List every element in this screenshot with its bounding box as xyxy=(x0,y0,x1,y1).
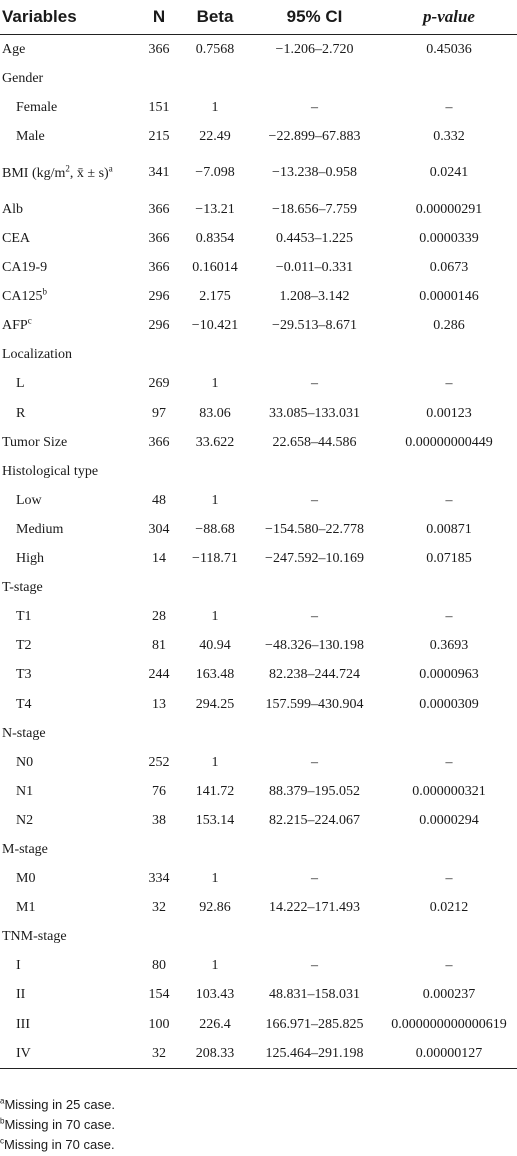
footnote-mark: a xyxy=(0,1096,5,1106)
cell-beta: 141.72 xyxy=(195,783,235,799)
table-row xyxy=(0,865,517,894)
cell-beta: 22.49 xyxy=(199,128,231,144)
cell-ci: −18.656–7.759 xyxy=(272,201,357,217)
cell-pvalue: – xyxy=(445,609,453,625)
cell-beta: −13.21 xyxy=(195,201,235,217)
cell-beta: 103.43 xyxy=(195,987,235,1003)
cell-ci xyxy=(248,341,381,370)
cell-beta: 0.16014 xyxy=(192,260,238,276)
cell-ci: 157.599–430.904 xyxy=(265,696,364,712)
cell-beta xyxy=(182,457,248,486)
cell-variable: Medium xyxy=(16,521,64,537)
cell-beta: 0.7568 xyxy=(195,41,235,57)
cell-ci xyxy=(248,574,381,603)
table-row xyxy=(0,224,517,253)
table-row xyxy=(0,312,517,341)
cell-variable: TNM-stage xyxy=(2,929,67,945)
cell-variable: N0 xyxy=(16,754,34,770)
cell-ci: 166.971–285.825 xyxy=(265,1016,364,1032)
cell-pvalue: 0.0000146 xyxy=(419,289,479,305)
bmi-label: BMI (kg/m xyxy=(2,165,66,181)
cell-variable: II xyxy=(16,987,26,1003)
cell-n: 334 xyxy=(148,871,170,887)
variable-label: AFP xyxy=(2,318,28,334)
cell-pvalue: – xyxy=(445,376,453,392)
cell-pvalue: 0.45036 xyxy=(426,41,472,57)
cell-n xyxy=(136,574,182,603)
cell-beta xyxy=(182,719,248,748)
cell-pvalue: 0.00871 xyxy=(426,521,472,537)
cell-variable: Age xyxy=(2,41,26,57)
table-row xyxy=(0,777,517,806)
cell-n xyxy=(136,923,182,952)
footnote xyxy=(0,1115,115,1135)
header-n: N xyxy=(136,0,182,35)
cell-variable xyxy=(0,283,136,312)
cell-pvalue: 0.07185 xyxy=(426,551,472,567)
cell-beta: −88.68 xyxy=(195,521,235,537)
cell-beta: 1 xyxy=(211,958,219,974)
cell-beta: 92.86 xyxy=(199,900,231,916)
cell-n: 296 xyxy=(148,318,170,334)
cell-ci: – xyxy=(311,754,318,770)
cell-pvalue: – xyxy=(445,99,453,115)
cell-variable: CEA xyxy=(2,231,30,247)
cell-n: 48 xyxy=(152,492,166,508)
table-row xyxy=(0,545,517,574)
cell-variable: T2 xyxy=(16,638,32,654)
cell-n: 13 xyxy=(152,696,166,712)
cell-n: 154 xyxy=(148,987,170,1003)
cell-beta: 153.14 xyxy=(195,812,235,828)
cell-variable: T-stage xyxy=(2,580,43,596)
footnote-text: Missing in 70 case. xyxy=(4,1117,116,1132)
cell-ci xyxy=(248,457,381,486)
cell-beta: 2.175 xyxy=(199,289,231,305)
header-variables: Variables xyxy=(0,0,136,35)
cell-n: 151 xyxy=(148,99,170,115)
cell-variable: T1 xyxy=(16,609,32,625)
table-row xyxy=(0,341,517,370)
table-row xyxy=(0,748,517,777)
cell-pvalue: 0.0000309 xyxy=(419,696,479,712)
cell-n: 366 xyxy=(148,201,170,217)
cell-ci: 22.658–44.586 xyxy=(272,434,357,450)
cell-variable: R xyxy=(16,405,26,421)
cell-ci: −0.011–0.331 xyxy=(275,260,354,276)
cell-n: 28 xyxy=(152,609,166,625)
cell-ci: – xyxy=(311,958,318,974)
cell-pvalue: 0.000000000000619 xyxy=(391,1016,507,1032)
cell-pvalue xyxy=(381,457,517,486)
cell-pvalue: – xyxy=(445,958,453,974)
cell-ci: – xyxy=(311,609,318,625)
table-row xyxy=(0,835,517,864)
cell-pvalue: 0.0000963 xyxy=(419,667,479,683)
bmi-exponent: 2 xyxy=(65,163,70,174)
bmi-label-tail: , x̄ ± s) xyxy=(69,165,109,181)
cell-variable: T3 xyxy=(16,667,32,683)
cell-beta: 1 xyxy=(211,99,219,115)
table-row xyxy=(0,632,517,661)
cell-pvalue xyxy=(381,64,517,93)
cell-ci: 1.208–3.142 xyxy=(279,289,350,305)
cell-beta: 1 xyxy=(211,754,219,770)
cell-variable: Alb xyxy=(2,201,23,217)
cell-ci: – xyxy=(311,99,318,115)
footnote-mark: c xyxy=(0,1136,4,1146)
cell-ci xyxy=(248,835,381,864)
cell-ci: 33.085–133.031 xyxy=(269,405,360,421)
cell-variable xyxy=(0,151,136,195)
cell-ci xyxy=(248,923,381,952)
cell-beta xyxy=(182,835,248,864)
header-pvalue: p-value xyxy=(381,0,517,35)
table-header xyxy=(0,0,517,35)
cell-pvalue: 0.0000339 xyxy=(419,231,479,247)
cell-beta: −10.421 xyxy=(191,318,239,334)
table-row xyxy=(0,35,517,65)
cell-n: 244 xyxy=(148,667,170,683)
cell-n xyxy=(136,457,182,486)
cell-variable: Male xyxy=(16,128,45,144)
footnote-mark: a xyxy=(108,163,113,174)
cell-n xyxy=(136,341,182,370)
footnote xyxy=(0,1135,115,1155)
table-row xyxy=(0,603,517,632)
cell-beta: 83.06 xyxy=(199,405,231,421)
cell-variable: Low xyxy=(16,492,42,508)
cell-ci: 48.831–158.031 xyxy=(269,987,360,1003)
cell-n xyxy=(136,835,182,864)
cell-ci: −22.899–67.883 xyxy=(268,128,361,144)
cell-beta xyxy=(182,341,248,370)
footnote-mark: b xyxy=(0,1116,5,1126)
cell-n: 269 xyxy=(148,376,170,392)
table-row xyxy=(0,923,517,952)
cell-variable: T4 xyxy=(16,696,32,712)
variable-label: CA125 xyxy=(2,289,43,305)
cell-variable: L xyxy=(16,376,25,392)
footnote-text: Missing in 25 case. xyxy=(4,1097,116,1112)
table-row xyxy=(0,981,517,1010)
footnote-mark: b xyxy=(42,286,47,297)
cell-pvalue xyxy=(381,835,517,864)
cell-n: 366 xyxy=(148,434,170,450)
cell-beta xyxy=(182,574,248,603)
cell-pvalue xyxy=(381,341,517,370)
cell-n: 304 xyxy=(148,521,170,537)
cell-variable: N1 xyxy=(16,783,34,799)
cell-n: 76 xyxy=(152,783,166,799)
table-row xyxy=(0,661,517,690)
footnote xyxy=(0,1095,115,1115)
footnotes xyxy=(0,1095,115,1155)
cell-pvalue: 0.0241 xyxy=(429,165,469,181)
table-row xyxy=(0,428,517,457)
table-row xyxy=(0,283,517,312)
cell-n: 100 xyxy=(148,1016,170,1032)
cell-ci: – xyxy=(311,871,318,887)
cell-variable: III xyxy=(16,1016,30,1032)
cell-beta: −118.71 xyxy=(192,551,238,567)
footnote-text: Missing in 70 case. xyxy=(4,1137,115,1152)
cell-n: 296 xyxy=(148,289,170,305)
cell-beta: 1 xyxy=(211,871,219,887)
cell-variable: CA19-9 xyxy=(2,260,48,276)
cell-variable: Female xyxy=(16,99,58,115)
table-row xyxy=(0,254,517,283)
cell-pvalue xyxy=(381,719,517,748)
cell-n: 80 xyxy=(152,958,166,974)
cell-pvalue: – xyxy=(445,492,453,508)
table-row xyxy=(0,399,517,428)
cell-ci xyxy=(248,64,381,93)
table-row xyxy=(0,515,517,544)
cell-pvalue: 0.00123 xyxy=(426,405,472,421)
cell-beta: 1 xyxy=(211,376,219,392)
cell-pvalue: 0.0212 xyxy=(429,900,469,916)
cell-beta: 163.48 xyxy=(195,667,235,683)
table-row xyxy=(0,486,517,515)
table-row xyxy=(0,719,517,748)
table-row xyxy=(0,690,517,719)
table-row xyxy=(0,1010,517,1039)
cell-variable: N2 xyxy=(16,812,34,828)
table-row xyxy=(0,195,517,224)
cell-n: 366 xyxy=(148,231,170,247)
table-row xyxy=(0,894,517,923)
cell-n: 366 xyxy=(148,260,170,276)
cell-pvalue: – xyxy=(445,871,453,887)
table-row xyxy=(0,457,517,486)
cell-ci: 82.215–224.067 xyxy=(269,812,360,828)
table-row xyxy=(0,1039,517,1069)
cell-variable: Tumor Size xyxy=(2,434,68,450)
cell-pvalue xyxy=(381,923,517,952)
cell-beta: −7.098 xyxy=(195,165,235,181)
cell-beta: 1 xyxy=(211,492,219,508)
cell-beta: 40.94 xyxy=(199,638,231,654)
cell-ci: 125.464–291.198 xyxy=(248,1039,381,1069)
cell-n: 38 xyxy=(152,812,166,828)
cell-n xyxy=(136,64,182,93)
cell-ci: 14.222–171.493 xyxy=(269,900,360,916)
table-row xyxy=(0,806,517,835)
cell-variable: IV xyxy=(0,1039,136,1069)
cell-n: 14 xyxy=(152,551,166,567)
cell-n: 215 xyxy=(148,128,170,144)
cell-pvalue: 0.3693 xyxy=(429,638,469,654)
cell-n: 97 xyxy=(152,405,166,421)
cell-ci: −1.206–2.720 xyxy=(275,41,354,57)
cell-ci: – xyxy=(311,492,318,508)
cell-variable xyxy=(0,312,136,341)
cell-pvalue: 0.0673 xyxy=(429,260,469,276)
cell-pvalue xyxy=(381,574,517,603)
cell-n xyxy=(136,719,182,748)
cell-ci: −13.238–0.958 xyxy=(272,165,357,181)
cell-beta: 33.622 xyxy=(195,434,235,450)
cell-ci: −48.326–130.198 xyxy=(265,638,364,654)
cell-n: 252 xyxy=(148,754,170,770)
cell-variable: Histological type xyxy=(2,463,99,479)
cell-ci xyxy=(248,719,381,748)
cell-beta xyxy=(182,64,248,93)
cell-pvalue: – xyxy=(445,754,453,770)
table-row xyxy=(0,952,517,981)
cell-n: 81 xyxy=(152,638,166,654)
cell-ci: – xyxy=(311,376,318,392)
cell-pvalue: 0.286 xyxy=(433,318,465,334)
cell-ci: 88.379–195.052 xyxy=(269,783,360,799)
cell-beta: 0.8354 xyxy=(195,231,235,247)
header-beta: Beta xyxy=(182,0,248,35)
header-ci: 95% CI xyxy=(248,0,381,35)
cell-n: 366 xyxy=(148,41,170,57)
cell-n: 32 xyxy=(152,900,166,916)
table-row xyxy=(0,151,517,195)
table-row xyxy=(0,122,517,151)
cell-pvalue: 0.000237 xyxy=(422,987,476,1003)
table-row xyxy=(0,64,517,93)
cell-ci: −247.592–10.169 xyxy=(265,551,364,567)
cell-n: 32 xyxy=(136,1039,182,1069)
cell-variable: I xyxy=(16,958,21,974)
cell-pvalue: 0.0000294 xyxy=(419,812,479,828)
table-row xyxy=(0,93,517,122)
table-row xyxy=(0,574,517,603)
cell-n: 341 xyxy=(148,165,170,181)
cell-beta: 294.25 xyxy=(195,696,235,712)
cell-beta: 1 xyxy=(211,609,219,625)
cell-pvalue: 0.00000000449 xyxy=(405,434,493,450)
cell-pvalue: 0.00000291 xyxy=(415,201,483,217)
cell-variable: M0 xyxy=(16,871,36,887)
table-row xyxy=(0,370,517,399)
cell-pvalue: 0.00000127 xyxy=(381,1039,517,1069)
cell-pvalue: 0.332 xyxy=(433,128,465,144)
cell-variable: M1 xyxy=(16,900,36,916)
cell-pvalue: 0.000000321 xyxy=(412,783,486,799)
cell-beta: 208.33 xyxy=(182,1039,248,1069)
cell-ci: −29.513–8.671 xyxy=(272,318,357,334)
cell-variable: M-stage xyxy=(2,841,48,857)
cell-variable: N-stage xyxy=(2,725,46,741)
cell-variable: High xyxy=(16,551,44,567)
cell-variable: Localization xyxy=(2,347,72,363)
cell-ci: −154.580–22.778 xyxy=(265,521,364,537)
footnote-mark: c xyxy=(27,315,32,326)
cell-beta xyxy=(182,923,248,952)
cell-beta: 226.4 xyxy=(199,1016,231,1032)
cell-ci: 82.238–244.724 xyxy=(269,667,360,683)
cell-variable: Gender xyxy=(2,70,44,86)
cell-ci: 0.4453–1.225 xyxy=(276,231,353,247)
